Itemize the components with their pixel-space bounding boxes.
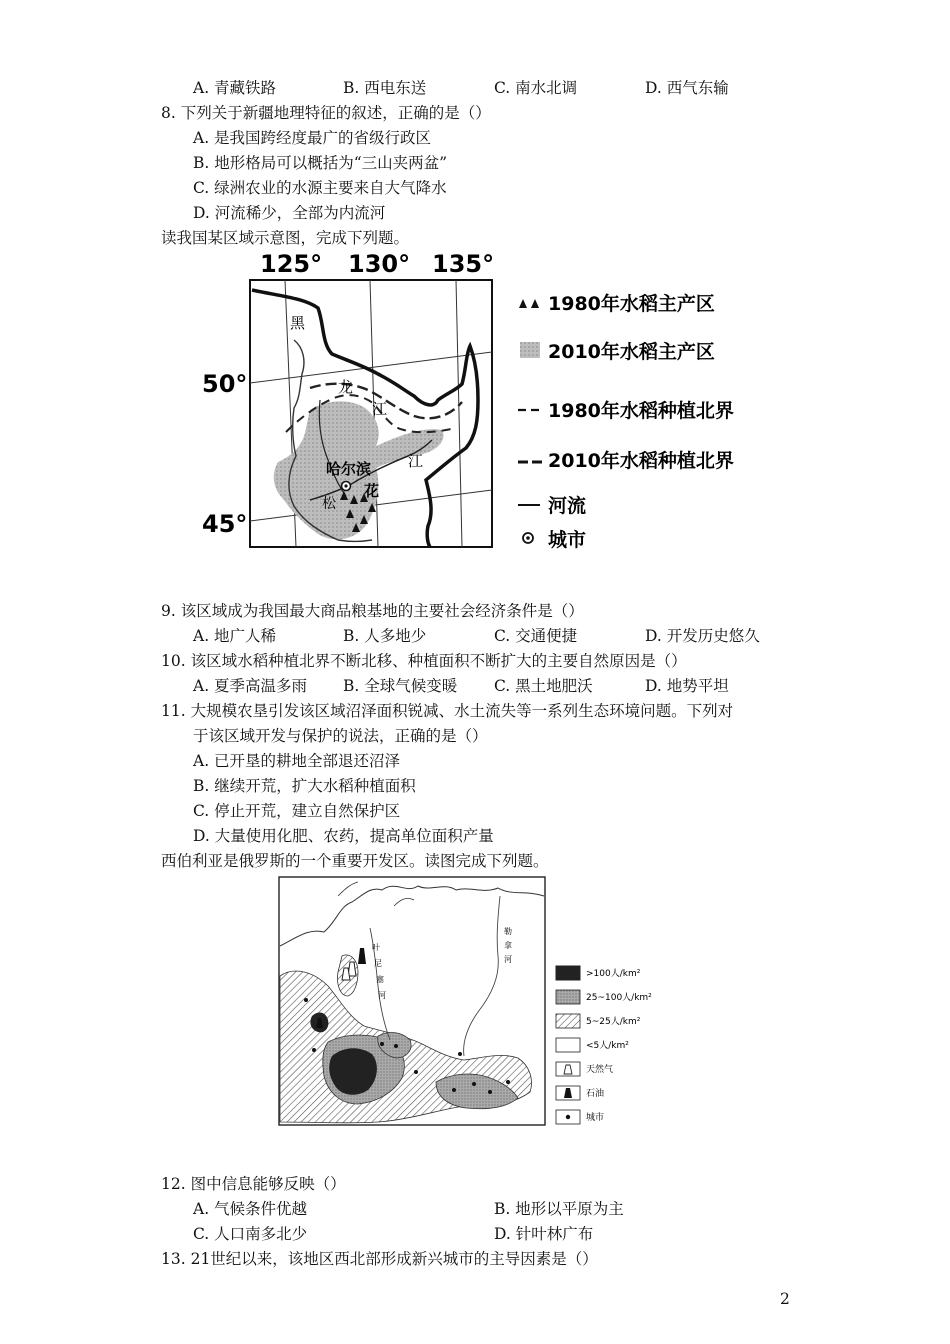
q10-option-a: A. 夏季高温多雨 [193, 677, 308, 695]
river-label-7: 河 [504, 955, 512, 964]
map1-legend [518, 292, 734, 551]
map2-legend [556, 966, 652, 1124]
q8-option-b: B. 地形格局可以概括为“三山夹两盆” [193, 154, 448, 172]
legend-25-100: 25~100人/km² [586, 993, 652, 1003]
q7-option-b: B. 西电东送 [343, 79, 427, 97]
legend-lt5: <5人/km² [586, 1041, 629, 1051]
q12-option-a: A. 气候条件优越 [193, 1200, 308, 1218]
q7-option-a: A. 青藏铁路 [193, 79, 277, 97]
river-label-1: 叶 [372, 943, 380, 952]
rice-region-map [200, 250, 790, 560]
legend-oil: 石油 [586, 1089, 605, 1099]
legend-gas: 天然气 [586, 1065, 614, 1075]
legend-gt100: >100人/km² [586, 969, 641, 979]
q11-option-b: B. 继续开荒，扩大水稻种植面积 [193, 777, 416, 795]
lon-label-130: 130° [348, 250, 411, 278]
legend-city: 城市 [548, 529, 587, 551]
q9-option-a: A. 地广人稀 [193, 627, 277, 645]
river-label-4: 河 [378, 991, 386, 1000]
label-hua: 花 [364, 482, 380, 500]
lon-label-125: 125° [260, 250, 323, 278]
legend-1980-area: 1980年水稻主产区 [548, 293, 715, 315]
legend-city2: 城市 [586, 1113, 605, 1123]
river-label-3: 塞 [376, 975, 384, 984]
q11-stem-line2: 于该区域开发与保护的说法，正确的是（） [193, 727, 488, 745]
q8-stem: 8. 下列关于新疆地理特征的叙述，正确的是（） [161, 104, 491, 122]
q8-option-a: A. 是我国跨经度最广的省级行政区 [193, 129, 432, 147]
lon-label-135: 135° [432, 250, 495, 278]
label-hei: 黑 [290, 314, 306, 332]
q12-stem: 12. 图中信息能够反映（） [161, 1175, 346, 1193]
q9-option-d: D. 开发历史悠久 [645, 627, 760, 645]
siberia-map [278, 876, 678, 1128]
label-song: 松 [322, 496, 336, 512]
q11-stem-line1: 11. 大规模农垦引发该区域沼泽面积锐减、水土流失等一系列生态环境问题。下列对 [161, 702, 734, 720]
label-jiang2: 江 [408, 452, 424, 470]
q11-option-c: C. 停止开荒，建立自然保护区 [193, 802, 401, 820]
q10-option-c: C. 黑土地肥沃 [494, 677, 593, 695]
lat-label-50: 50° [202, 370, 248, 398]
q10-option-b: B. 全球气候变暖 [343, 677, 458, 695]
intro-map2: 西伯利亚是俄罗斯的一个重要开发区。读图完成下列题。 [161, 852, 549, 870]
q10-option-d: D. 地势平坦 [645, 677, 729, 695]
legend-2010-area: 2010年水稻主产区 [548, 341, 715, 363]
q8-option-c: C. 绿洲农业的水源主要来自大气降水 [193, 179, 447, 197]
q11-option-a: A. 已开垦的耕地全部退还沼泽 [193, 752, 401, 770]
lat-label-45: 45° [202, 510, 248, 538]
q12-option-d: D. 针叶林广布 [494, 1225, 594, 1243]
label-harbin: 哈尔滨 [326, 460, 372, 478]
q9-stem: 9. 该区域成为我国最大商品粮基地的主要社会经济条件是（） [161, 602, 584, 620]
label-long: 龙 [338, 378, 354, 396]
q13-stem: 13. 21世纪以来，该地区西北部形成新兴城市的主导因素是（） [161, 1250, 598, 1268]
legend-1980-limit: 1980年水稻种植北界 [548, 400, 734, 422]
q9-option-b: B. 人多地少 [343, 627, 427, 645]
legend-river: 河流 [548, 495, 587, 517]
q11-option-d: D. 大量使用化肥、农药，提高单位面积产量 [193, 827, 494, 845]
legend-5-25: 5~25人/km² [586, 1017, 641, 1027]
river-label-5: 勒 [504, 927, 512, 936]
intro-map1: 读我国某区域示意图，完成下列题。 [161, 229, 410, 247]
label-jiang1: 江 [372, 400, 388, 418]
q9-option-c: C. 交通便捷 [494, 627, 578, 645]
page-number: 2 [780, 1290, 790, 1308]
q7-option-c: C. 南水北调 [494, 79, 578, 97]
q12-option-c: C. 人口南多北少 [193, 1225, 308, 1243]
q7-option-d: D. 西气东输 [645, 79, 729, 97]
q8-option-d: D. 河流稀少，全部为内流河 [193, 204, 386, 222]
river-label-2: 尼 [374, 959, 382, 968]
q10-stem: 10. 该区域水稻种植北界不断北移、种植面积不断扩大的主要自然原因是（） [161, 652, 687, 670]
legend-2010-limit: 2010年水稻种植北界 [548, 450, 734, 472]
river-label-6: 拿 [504, 941, 512, 950]
q12-option-b: B. 地形以平原为主 [494, 1200, 624, 1218]
